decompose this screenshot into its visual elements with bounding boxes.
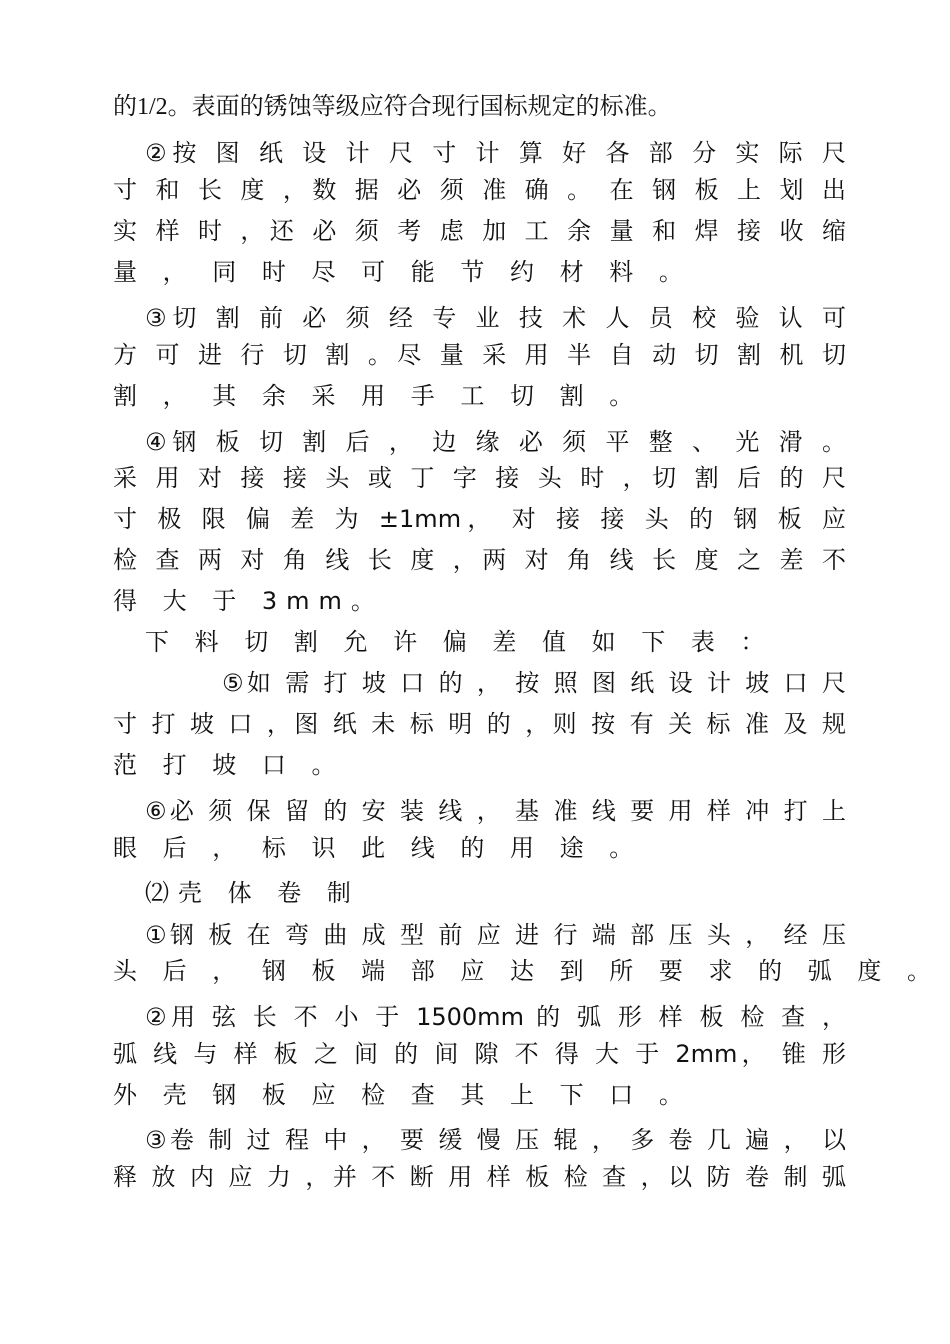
- text-line: ③卷 制 过 程 中 ， 要 缓 慢 压 辊 ， 多 卷 几 遍 ， 以: [145, 1126, 846, 1154]
- text-line: ⑥必 须 保 留 的 安 装 线 ， 基 准 线 要 用 样 冲 打 上: [145, 797, 846, 825]
- text-line: 释 放 内 应 力 ，并 不 断 用 样 板 检 查 ，以 防 卷 制 弧: [113, 1163, 846, 1191]
- text-line: 范 打 坡 口 。: [113, 751, 345, 779]
- text-line: 寸 和 长 度 ，数 据 必 须 准 确 。 在 钢 板 上 划 出: [113, 176, 846, 204]
- text-line: 寸 极 限 偏 差 为 ±1mm， 对 接 接 头 的 钢 板 应: [113, 505, 846, 533]
- text-line: 检 查 两 对 角 线 长 度 ，两 对 角 线 长 度 之 差 不: [113, 546, 846, 574]
- text-line: ②按 图 纸 设 计 尺 寸 计 算 好 各 部 分 实 际 尺: [145, 139, 846, 167]
- text-line: ⑤如 需 打 坡 口 的 ， 按 照 图 纸 设 计 坡 口 尺: [222, 669, 846, 697]
- text-line: ④钢 板 切 割 后 ， 边 缘 必 须 平 整 、 光 滑 。: [145, 428, 846, 456]
- text-line: ②用 弦 长 不 小 于 1500mm 的 弧 形 样 板 检 查 ，: [145, 1003, 846, 1031]
- text-line: 割 ， 其 余 采 用 手 工 切 割 。: [113, 382, 643, 410]
- text-line: 量 ， 同 时 尽 可 能 节 约 材 料 。: [113, 258, 692, 286]
- text-line: ③切 割 前 必 须 经 专 业 技 术 人 员 校 验 认 可: [145, 304, 846, 332]
- text-line: 下 料 切 割 允 许 偏 差 值 如 下 表 ：: [145, 628, 774, 656]
- text-line: ①钢 板 在 弯 曲 成 型 前 应 进 行 端 部 压 头 ， 经 压: [145, 921, 846, 949]
- text-line: 方 可 进 行 切 割 。尽 量 采 用 半 自 动 切 割 机 切: [113, 341, 846, 369]
- text-line: 的1/2。表面的锈蚀等级应符合现行国标规定的标准。: [113, 94, 672, 120]
- text-line: 寸 打 坡 口 ，图 纸 未 标 明 的 ，则 按 有 关 标 准 及 规: [113, 710, 846, 738]
- text-line: 采 用 对 接 接 头 或 丁 字 接 头 时 ，切 割 后 的 尺: [113, 464, 846, 492]
- text-line: 实 样 时 ，还 必 须 考 虑 加 工 余 量 和 焊 接 收 缩: [113, 217, 846, 245]
- text-line: 头 后 ， 钢 板 端 部 应 达 到 所 要 求 的 弧 度 。: [113, 957, 941, 985]
- text-line: 得 大 于 3mm。: [113, 587, 384, 615]
- section-heading: ⑵壳 体 卷 制: [145, 879, 360, 907]
- text-line: 眼 后 ， 标 识 此 线 的 用 途 。: [113, 834, 643, 862]
- text-line: 弧 线 与 样 板 之 间 的 间 隙 不 得 大 于 2mm， 锥 形: [113, 1040, 846, 1068]
- text-line: 外 壳 钢 板 应 检 查 其 上 下 口 。: [113, 1081, 692, 1109]
